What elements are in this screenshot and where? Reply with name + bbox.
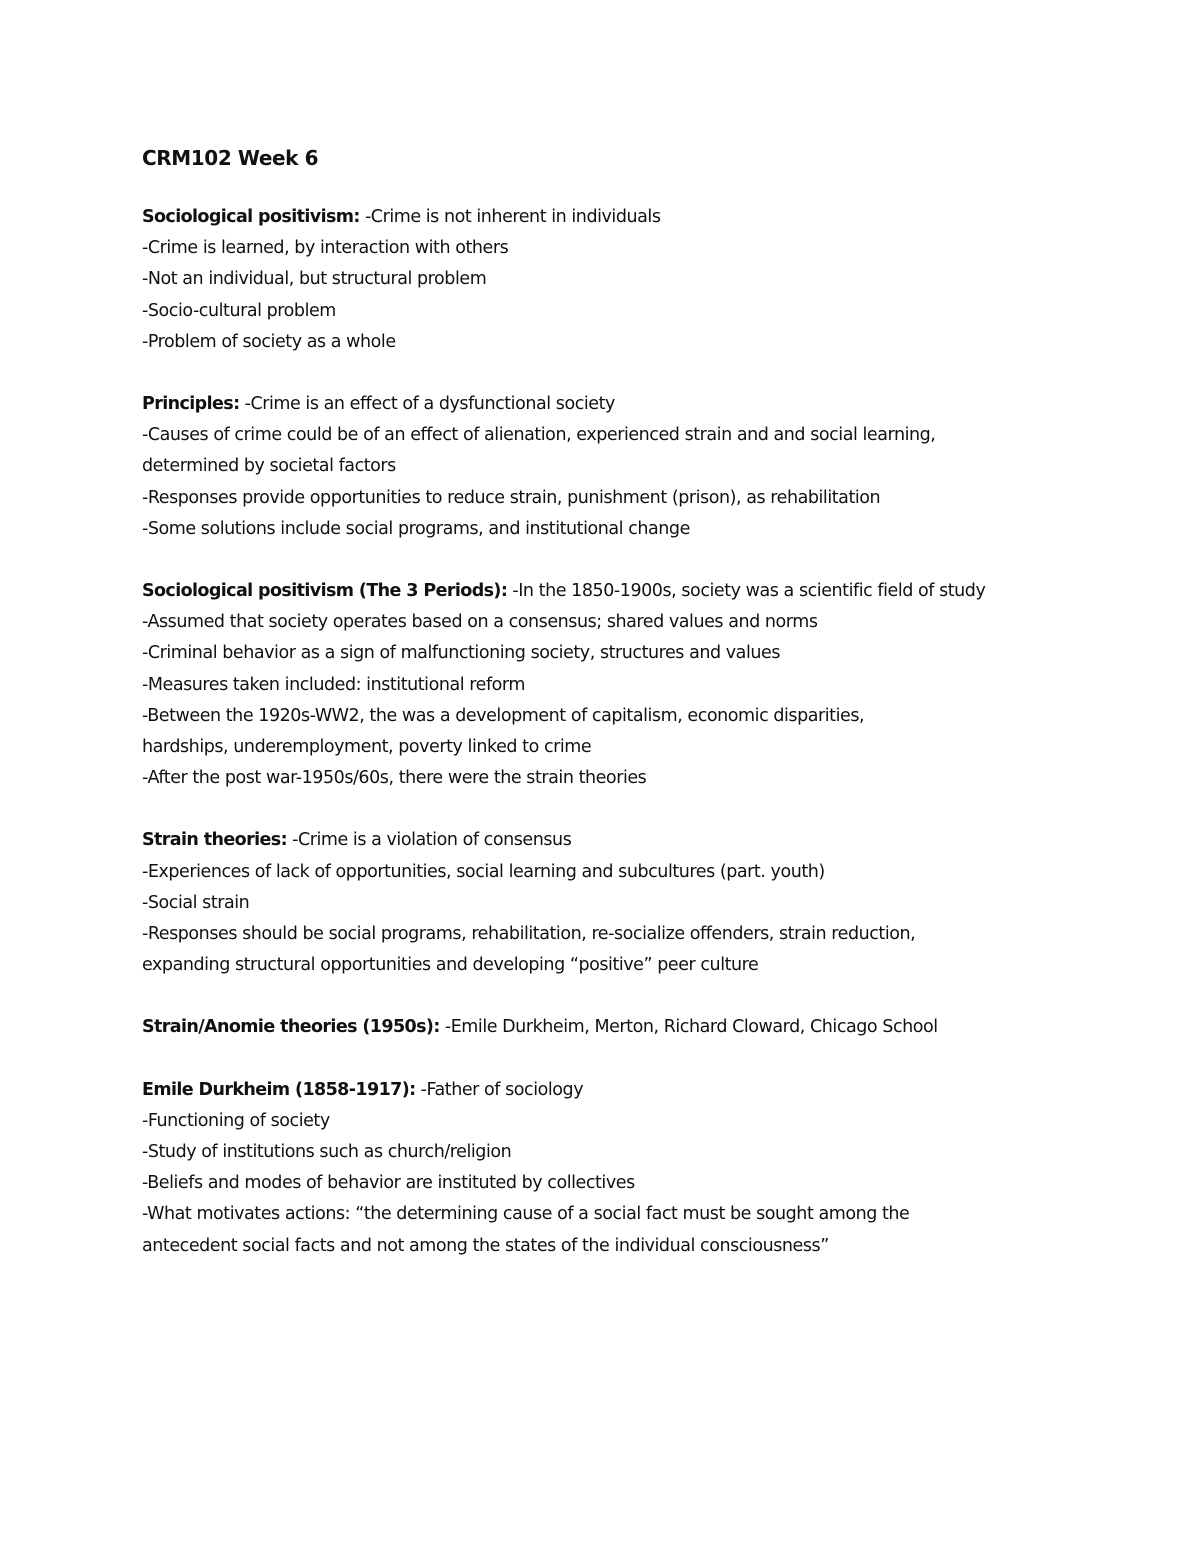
section-first-line xyxy=(142,576,1142,607)
note-line: -What motivates actions: “the determining cause of a social fact must be sought among the xyxy=(142,1204,910,1225)
section-first-text: -In the 1850-1900s, society was a scientific field of study xyxy=(507,581,986,602)
note-line: -Responses should be social programs, rehabilitation, re-socialize offenders, strain reduction, xyxy=(142,924,916,945)
section-principles xyxy=(142,389,1142,545)
section-first-text: -Crime is an effect of a dysfunctional society xyxy=(239,394,615,415)
section-first-text: -Father of sociology xyxy=(415,1079,584,1100)
note-line: -Beliefs and modes of behavior are instituted by collectives xyxy=(142,1173,635,1194)
section-heading: Strain theories: xyxy=(142,830,287,851)
note-line: expanding structural opportunities and developing “positive” peer culture xyxy=(142,955,759,976)
section-emile-durkheim xyxy=(142,1075,1142,1262)
section-heading: Sociological positivism: xyxy=(142,207,360,227)
note-line: -Not an individual, but structural problem xyxy=(142,269,487,290)
note-line: -Criminal behavior as a sign of malfunctioning society, structures and values xyxy=(142,643,780,664)
section-first-line xyxy=(142,825,1142,856)
section-first-line xyxy=(142,1075,1142,1106)
note-line: -Measures taken included: institutional reform xyxy=(142,674,525,695)
note-line: -Study of institutions such as church/religion xyxy=(142,1142,512,1163)
note-line: -After the post war-1950s/60s, there were the strain theories xyxy=(142,768,647,789)
note-line: -Causes of crime could be of an effect of alienation, experienced strain and and social learning, xyxy=(142,425,936,446)
section-sociological-positivism xyxy=(142,202,1142,358)
section-strain-theories xyxy=(142,825,1142,981)
section-three-periods xyxy=(142,576,1142,794)
note-line: -Assumed that society operates based on a consensus; shared values and norms xyxy=(142,612,818,633)
note-line: -Problem of society as a whole xyxy=(142,331,396,352)
note-line: -Some solutions include social programs, and institutional change xyxy=(142,518,690,539)
section-heading: Strain/Anomie theories (1950s): xyxy=(142,1017,440,1038)
note-line: -Functioning of society xyxy=(142,1110,330,1131)
note-line: -Crime is learned, by interaction with others xyxy=(142,238,509,259)
note-line: -Responses provide opportunities to reduce strain, punishment (prison), as rehabilitation xyxy=(142,487,881,508)
note-line: antecedent social facts and not among the states of the individual consciousness” xyxy=(142,1235,829,1256)
document-page xyxy=(142,144,1142,1293)
section-first-line xyxy=(142,389,1142,420)
note-line: determined by societal factors xyxy=(142,456,396,477)
note-line: -Socio-cultural problem xyxy=(142,300,336,321)
section-heading: Emile Durkheim (1858-1917): xyxy=(142,1079,416,1100)
note-line: -Social strain xyxy=(142,892,250,913)
section-first-line xyxy=(142,1012,1142,1043)
section-first-text: -Crime is a violation of consensus xyxy=(287,830,572,851)
document-title: CRM102 Week 6 xyxy=(142,146,319,170)
note-line: -Experiences of lack of opportunities, social learning and subcultures (part. youth) xyxy=(142,861,825,882)
section-first-line xyxy=(142,202,1142,233)
note-line: -Between the 1920s-WW2, the was a development of capitalism, economic disparities, xyxy=(142,705,865,726)
note-line: hardships, underemployment, poverty linked to crime xyxy=(142,737,592,758)
section-heading: Principles: xyxy=(142,394,240,415)
section-first-text: -Crime is not inherent in individuals xyxy=(359,207,661,227)
section-heading: Sociological positivism (The 3 Periods): xyxy=(142,581,508,602)
section-strain-anomie-theories xyxy=(142,1012,1142,1043)
section-first-text: -Emile Durkheim, Merton, Richard Cloward, Chicago School xyxy=(439,1017,938,1038)
